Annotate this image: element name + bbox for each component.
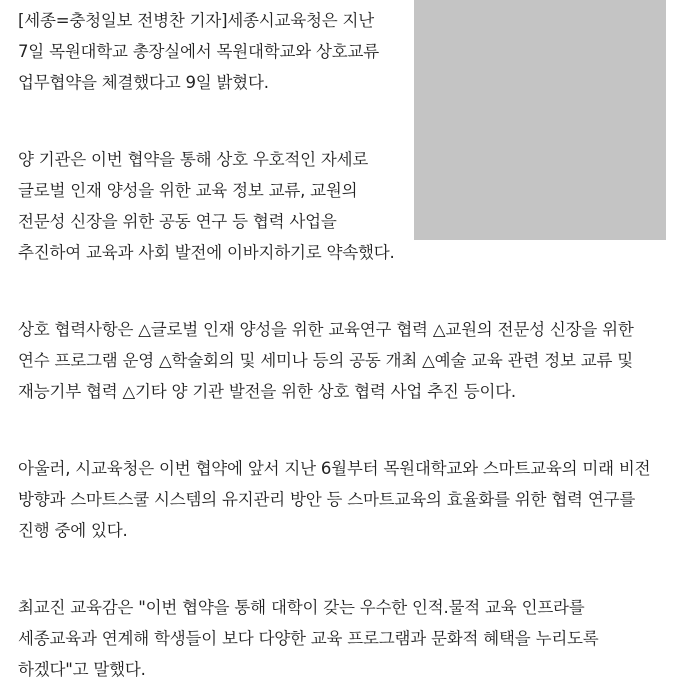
- article-paragraph: 아울러, 시교육청은 이번 협약에 앞서 지난 6월부터 목원대학교와 스마트교육의 미래 비전 방향과 스마트스쿨 시스템의 유지관리 방안 등 스마트교육의 효율화를 위한 협력 연구를 진행 중에 있다.: [18, 459, 651, 540]
- article-paragraph: 상호 협력사항은 △글로벌 인재 양성을 위한 교육연구 협력 △교원의 전문성 신장을 위한 연수 프로그램 운영 △학술회의 및 세미나 등의 공동 개최 △예술 교육 관련 정보 교류 및 재능기부 협력 △기타 양 기관 발전을 위한 상호 협력 사업 추진 등이다.: [18, 320, 634, 401]
- article-paragraph: [세종=충청일보 전병찬 기자]세종시교육청은 지난 7일 목원대학교 총장실에서 목원대학교와 상호교류 업무협약을 체결했다고 9일 밝혔다.: [18, 11, 379, 92]
- article-body: [18, 0, 666, 686]
- article-photo-placeholder: [414, 0, 666, 240]
- article-paragraph: 최교진 교육감은 "이번 협약을 통해 대학이 갖는 우수한 인적.물적 교육 인프라를 세종교육과 연계해 학생들이 보다 다양한 교육 프로그램과 문화적 혜택을 누리도록 하겠다"고 말했다.: [18, 598, 599, 679]
- article-paragraph: 양 기관은 이번 협약을 통해 상호 우호적인 자세로 글로벌 인재 양성을 위한 교육 정보 교류, 교원의 전문성 신장을 위한 공동 연구 등 협력 사업을 추진하여 교육과 사회 발전에 이바지하기로 약속했다.: [18, 150, 395, 262]
